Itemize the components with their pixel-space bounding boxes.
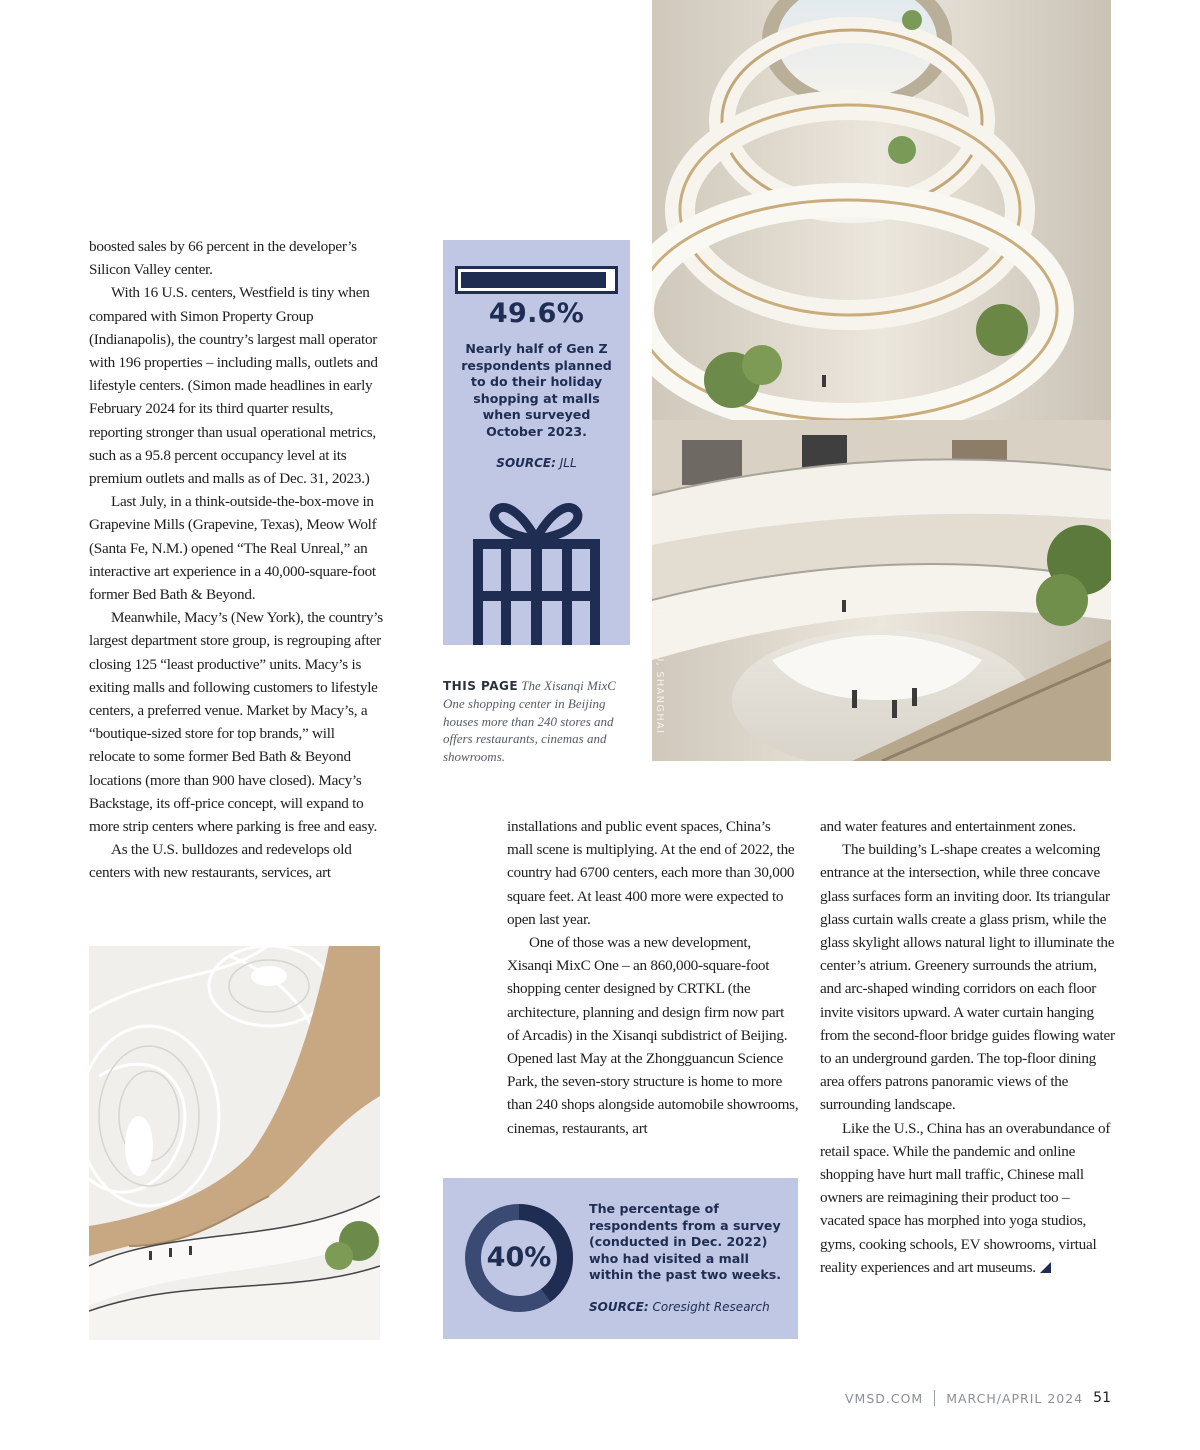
article-column-3 [820, 815, 1115, 1279]
paragraph: The building’s L-shape creates a welcoming entrance at the intersection, while three concave glass surfaces form an inviting door. Its triangular glass curtain walls create a glass prism, while the glass skylight allows natural light to illuminate the center’s atrium. Greenery surrounds the atrium, and arc-shaped winding corridors on each floor invite visitors upward. A water curtain hanging from the second-floor bridge guides flowing water to an underground garden. The top-floor dining area offers patrons panoramic views of the surrounding landscape. [820, 841, 1115, 1114]
stat-description: The percentage of respondents from a survey (conducted in Dec. 2022) who had visited a mall within the past two weeks. [589, 1201, 781, 1283]
page-number: 51 [1093, 1390, 1111, 1406]
paragraph: One of those was a new development, Xisanqi MixC One – an 860,000-square-foot shopping center designed by CRTKL (the architecture, planning and design firm now part of Arcadis) in the Xisanqi subdistrict of Beijing. Opened last May at the Zhongguancun Science Park, the seven-story structure is home to more than 240 shops alongside automobile showrooms, cinemas, restaurants, art [507, 934, 799, 1137]
photo-credit [650, 600, 668, 760]
paragraph: and water features and entertainment zones. [820, 818, 1076, 835]
photo-credit-text: YIHUAI HU, SHANGHAI [654, 600, 665, 735]
footer-site[interactable]: VMSD.COM [844, 1390, 924, 1406]
page-footer [845, 1390, 1111, 1406]
photo-caption [443, 677, 633, 765]
stat-description: Nearly half of Gen Z respondents planned to do their holiday shopping at malls when surveyed October 2023. [461, 341, 612, 439]
stat-box-gen-z [443, 240, 630, 645]
source-name: JLL [559, 456, 577, 470]
mall-atrium-photo [652, 0, 1111, 761]
stat-box-mall-visits [443, 1178, 798, 1339]
source-label: SOURCE: [589, 1300, 649, 1314]
source-name: Coresight Research [652, 1300, 770, 1314]
paragraph-text: Like the U.S., China has an overabundance of retail space. While the pandemic and online shopping have hurt mall traffic, Chinese mall owners are reimagining their product too – vacated space has morphed into yoga studios, gyms, cooking schools, EV showrooms, virtual reality experiences and art museums. [820, 1119, 1111, 1276]
paragraph: installations and public event spaces, China’s mall scene is multiplying. At the end of 2022, the country had 6700 centers, each more than 30,000 square feet. At least 400 more were expected to open last year. [507, 818, 795, 928]
source-label: SOURCE: [496, 456, 556, 470]
paragraph: Meanwhile, Macy’s (New York), the country’s largest department store group, is regrouping after closing 125 “least productive” units. Macy’s is exiting malls and following customers to lifestyle centers, a preferred venue. Market by Macy’s, a “boutique-sized store for top brands,” will relocate to some former Bed Bath & Beyond locations (more than 900 have closed). Macy’s Backstage, its off-price concept, will expand to more strip centers where parking is free and easy. [89, 609, 383, 836]
paragraph: boosted sales by 66 percent in the developer’s Silicon Valley center. [89, 238, 357, 279]
stat-value: 40% [486, 1242, 552, 1273]
gift-icon [473, 495, 600, 645]
progress-bar-fill [461, 272, 606, 288]
caption-text: The Xisanqi MixC One shopping center in Beijing houses more than 240 stores and offers restaurants, cinemas and showrooms. [443, 678, 616, 764]
paragraph [820, 1117, 1115, 1279]
stat-source [443, 456, 630, 470]
paragraph: Last July, in a think-outside-the-box-move in Grapevine Mills (Grapevine, Texas), Meow Wolf (Santa Fe, N.M.) opened “The Real Unreal,” an interactive art experience in a 40,000-square-foot former Bed Bath & Beyond. [89, 493, 377, 604]
stat-value: 49.6% [488, 298, 585, 329]
caption-lead: THIS PAGE [443, 679, 519, 693]
mall-ceiling-photo [89, 946, 380, 1340]
progress-bar [455, 266, 618, 294]
article-column-2 [507, 815, 799, 1140]
paragraph: As the U.S. bulldozes and redevelops old centers with new restaurants, services, art [89, 841, 352, 882]
stat-source [589, 1300, 794, 1314]
paragraph: With 16 U.S. centers, Westfield is tiny when compared with Simon Property Group (Indianapolis), the country’s largest mall operator with 196 properties – including malls, outlets and lifestyle centers. (Simon made headlines in early February 2024 for its third quarter results, reporting stronger than usual operational metrics, such as a 95.8 percent occupancy level at its premium outlets and malls as of Dec. 31, 2023.) [89, 284, 378, 488]
article-column-1 [89, 235, 384, 885]
end-of-article-icon [1040, 1262, 1051, 1273]
footer-divider [934, 1390, 935, 1406]
footer-issue: MARCH/APRIL 2024 [946, 1390, 1084, 1406]
